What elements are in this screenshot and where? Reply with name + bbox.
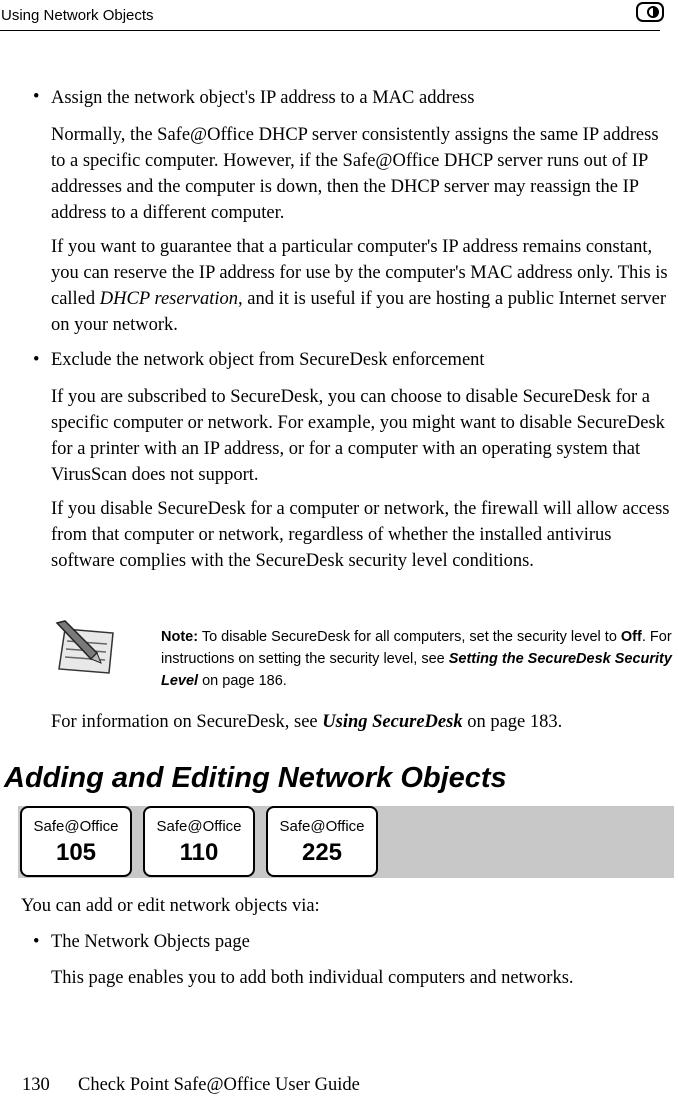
note-pad-icon [51,619,119,677]
product-badge [143,806,255,877]
bullet-title: Exclude the network object from SecureDesk enforcement [51,350,485,370]
page-header [0,0,660,31]
security-level-off: Off [620,629,642,645]
note-link[interactable]: Setting the SecureDesk Security Level [161,651,672,689]
guide-title: Check Point Safe@Office User Guide [78,1075,360,1095]
info-link[interactable]: Using SecureDesk [322,712,463,732]
product-bar [18,806,674,878]
product-brand: Safe@Office [279,818,365,835]
section-title: Adding and Editing Network Objects [4,762,507,794]
section-intro: You can add or edit network objects via: [21,896,320,916]
product-brand: Safe@Office [156,818,242,835]
product-model: 105 [55,839,97,866]
bullet-marker: • [33,350,40,370]
page-number: 130 [22,1075,50,1095]
paragraph: Normally, the Safe@Office DHCP server consistently assigns the same IP address to a specific computer. However, if the Safe@Office DHCP server runs out of IP addresses and the computer is down, then the DHCP server may reassign the IP address to a different computer. [51,125,659,223]
bullet-title: The Network Objects page [51,932,250,952]
term-dhcp-reservation: DHCP reservation [99,289,239,309]
product-brand: Safe@Office [33,818,119,835]
page-footer [22,1075,360,1096]
eye-toggle-icon [636,2,664,22]
paragraph: If you are subscribed to SecureDesk, you can choose to disable SecureDesk for a specific computer or network. For example, you might want to disable SecureDesk for a printer with an IP address, or for a computer with an operating system that VirusScan does not support. [51,387,665,485]
product-badge [20,806,132,877]
product-model: 225 [301,839,343,866]
bullet-marker: • [33,87,40,107]
product-badge [266,806,378,877]
bullet-title: Assign the network object's IP address to a MAC address [51,88,475,108]
note-text: Note: To disable SecureDesk for all computers, set the security level to Off. For instructions on setting the security level, see Setting the SecureDesk Security Level on page 186. [161,629,672,689]
paragraph: If you disable SecureDesk for a computer or network, the firewall will allow access from that computer or network, regardless of whether the installed antivirus software complies with the SecureDesk security level conditions. [51,499,670,571]
paragraph: If you want to guarantee that a particular computer's IP address remains constant, you can reserve the IP address for use by the computer's MAC address only. This is called DHCP reservation, and it is useful if you are hosting a public Internet server on your network. [51,237,668,335]
info-paragraph: For information on SecureDesk, see Using SecureDesk on page 183. [51,712,563,732]
paragraph: This page enables you to add both individual computers and networks. [51,968,574,988]
product-model: 110 [179,839,219,866]
header-title: Using Network Objects [1,7,154,24]
note-label: Note: [161,629,199,645]
bullet-marker: • [33,932,40,952]
